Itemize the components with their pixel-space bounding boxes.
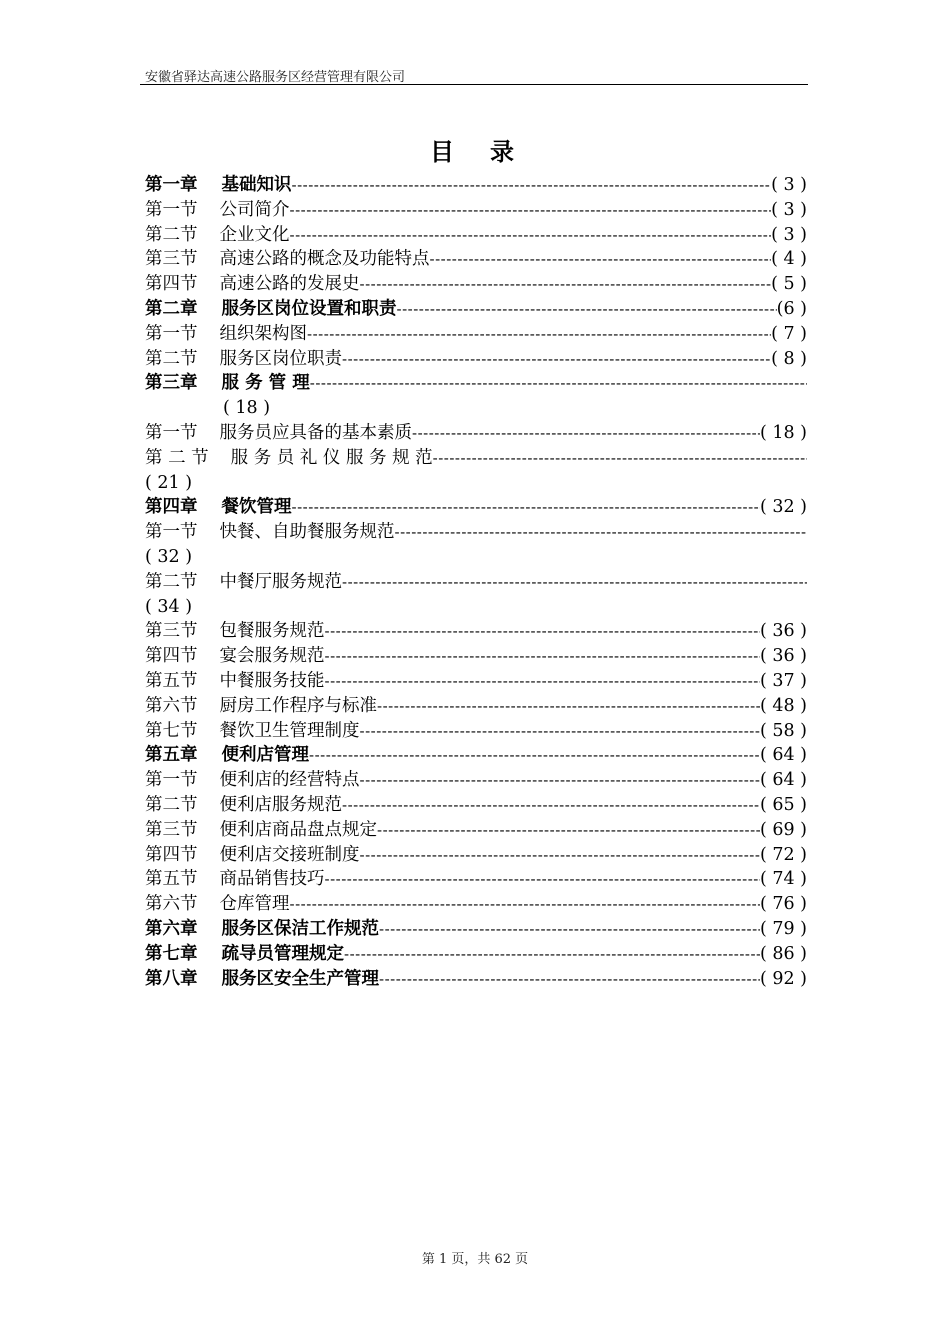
page-header-company: 安徽省驿达高速公路服务区经营管理有限公司 bbox=[145, 70, 406, 85]
toc-leader-dashes bbox=[325, 619, 760, 644]
header-divider bbox=[140, 84, 808, 85]
toc-entry bbox=[145, 272, 807, 297]
toc-page-number: ( 69 ) bbox=[759, 819, 807, 840]
toc-entry bbox=[145, 297, 807, 322]
toc-entry bbox=[145, 967, 807, 992]
toc-section-title: 高速公路的发展史 bbox=[219, 274, 360, 295]
toc-page-number: ( 32 ) bbox=[145, 546, 193, 567]
toc-section-label: 第一节 bbox=[145, 422, 198, 443]
toc-page-number: ( 5 ) bbox=[771, 274, 807, 295]
toc-chapter-title: 服务区安全生产管理 bbox=[221, 968, 379, 989]
toc-leader-dashes bbox=[397, 297, 777, 322]
toc-entry bbox=[145, 247, 807, 272]
toc-page-number: ( 64 ) bbox=[759, 745, 807, 766]
toc-leader-dashes bbox=[325, 867, 760, 892]
toc-page-number: ( 76 ) bbox=[759, 894, 807, 915]
toc-section-title: 服务区岗位职责 bbox=[219, 348, 342, 369]
toc-entry bbox=[145, 818, 807, 843]
toc-chapter-label: 第一章 bbox=[145, 175, 198, 195]
toc-leader-dashes bbox=[377, 818, 760, 843]
toc-section-title: 组织架构图 bbox=[219, 323, 307, 344]
toc-page-number: ( 74 ) bbox=[759, 869, 807, 890]
toc-section-title: 企业文化 bbox=[219, 224, 290, 245]
toc-section-label: 第六节 bbox=[145, 894, 198, 915]
toc-page-number: ( 48 ) bbox=[759, 695, 807, 716]
toc-section-label: 第二节 bbox=[145, 348, 198, 369]
toc-page-number: ( 86 ) bbox=[759, 943, 807, 964]
toc-entry bbox=[145, 793, 807, 818]
toc-entry bbox=[145, 843, 807, 868]
toc-leader-dashes bbox=[344, 942, 760, 967]
toc-page-number: ( 18 ) bbox=[759, 422, 807, 443]
toc-entry bbox=[145, 495, 807, 520]
toc-section-title: 中餐服务技能 bbox=[219, 670, 325, 691]
toc-entry bbox=[145, 892, 807, 917]
toc-chapter-label: 第七章 bbox=[145, 943, 198, 964]
toc-page-number: ( 3 ) bbox=[771, 199, 807, 220]
toc-entry bbox=[145, 595, 807, 620]
toc-leader-dashes bbox=[342, 570, 807, 595]
toc-chapter-label: 第四章 bbox=[145, 497, 198, 518]
toc-page-number: ( 4 ) bbox=[771, 249, 807, 270]
toc-chapter-label: 第八章 bbox=[145, 968, 198, 989]
toc-leader-dashes bbox=[325, 644, 760, 669]
toc-entry bbox=[145, 743, 807, 768]
toc-section-title: 商品销售技巧 bbox=[219, 869, 325, 890]
toc-section-title: 仓库管理 bbox=[219, 894, 290, 915]
toc-section-title: 包餐服务规范 bbox=[219, 621, 325, 642]
toc-entry bbox=[145, 867, 807, 892]
toc-page-number: (6 ) bbox=[776, 298, 807, 319]
toc-section-label: 第一节 bbox=[145, 323, 198, 344]
toc-leader-dashes bbox=[412, 421, 760, 446]
toc-page-number: ( 64 ) bbox=[759, 770, 807, 791]
toc-page-number: ( 58 ) bbox=[759, 720, 807, 741]
toc-leader-dashes bbox=[309, 743, 760, 768]
toc-leader-dashes bbox=[290, 892, 760, 917]
toc-entry bbox=[145, 471, 807, 496]
toc-entry bbox=[145, 520, 807, 545]
toc-leader-dashes bbox=[310, 371, 807, 396]
toc-page-number: ( 92 ) bbox=[759, 968, 807, 989]
toc-leader-dashes bbox=[395, 520, 808, 545]
table-of-contents bbox=[145, 173, 807, 991]
toc-page-number: ( 72 ) bbox=[759, 844, 807, 865]
toc-leader-dashes bbox=[292, 495, 760, 520]
toc-leader-dashes bbox=[360, 843, 760, 868]
toc-chapter-title: 便利店管理 bbox=[221, 745, 309, 766]
toc-section-label: 第二节 bbox=[145, 571, 198, 592]
toc-entry bbox=[145, 347, 807, 372]
toc-page-number: ( 3 ) bbox=[771, 224, 807, 245]
toc-page-number: ( 21 ) bbox=[145, 472, 193, 493]
toc-leader-dashes bbox=[430, 247, 772, 272]
toc-entry bbox=[145, 917, 807, 942]
toc-entry bbox=[145, 396, 807, 421]
toc-section-title: 公司简介 bbox=[219, 199, 290, 220]
toc-section-title: 便利店的经营特点 bbox=[219, 770, 360, 791]
toc-section-label: 第一节 bbox=[145, 770, 198, 791]
toc-entry bbox=[145, 619, 807, 644]
toc-section-title: 宴会服务规范 bbox=[219, 646, 325, 667]
toc-chapter-label: 第六章 bbox=[145, 918, 198, 939]
toc-entry bbox=[145, 223, 807, 248]
toc-entry bbox=[145, 322, 807, 347]
toc-section-title: 厨房工作程序与标准 bbox=[219, 695, 377, 716]
toc-page-number: ( 79 ) bbox=[759, 918, 807, 939]
toc-entry bbox=[145, 446, 807, 471]
toc-chapter-label: 第三章 bbox=[145, 373, 198, 394]
toc-chapter-title: 基础知识 bbox=[221, 175, 292, 195]
toc-section-label: 第三节 bbox=[145, 819, 198, 840]
toc-section-label: 第五节 bbox=[145, 869, 198, 890]
toc-page-number: ( 8 ) bbox=[771, 348, 807, 369]
toc-page-number: ( 36 ) bbox=[759, 646, 807, 667]
toc-page-number: ( 65 ) bbox=[759, 794, 807, 815]
toc-chapter-label: 第五章 bbox=[145, 745, 198, 766]
toc-entry bbox=[145, 694, 807, 719]
toc-section-label: 第四节 bbox=[145, 274, 198, 295]
toc-leader-dashes bbox=[360, 719, 760, 744]
toc-page-number: ( 7 ) bbox=[771, 323, 807, 344]
toc-section-label: 第一节 bbox=[145, 199, 198, 220]
toc-section-title: 服务员应具备的基本素质 bbox=[219, 422, 412, 443]
toc-leader-dashes bbox=[377, 694, 760, 719]
toc-section-title: 高速公路的概念及功能特点 bbox=[219, 249, 430, 270]
toc-entry bbox=[145, 942, 807, 967]
toc-section-label: 第六节 bbox=[145, 695, 198, 716]
toc-page-number: ( 37 ) bbox=[759, 670, 807, 691]
toc-entry bbox=[145, 545, 807, 570]
toc-page-number: ( 32 ) bbox=[759, 497, 807, 518]
toc-entry bbox=[145, 371, 807, 396]
toc-page-number: ( 3 ) bbox=[771, 175, 807, 195]
toc-leader-dashes bbox=[342, 793, 760, 818]
toc-section-label: 第三节 bbox=[145, 621, 198, 642]
toc-section-title: 便利店商品盘点规定 bbox=[219, 819, 377, 840]
toc-section-label: 第二节 bbox=[145, 794, 198, 815]
toc-chapter-title: 服 务 管 理 bbox=[221, 373, 310, 394]
toc-entry bbox=[145, 173, 807, 198]
toc-leader-dashes bbox=[433, 446, 807, 471]
toc-leader-dashes bbox=[360, 272, 772, 297]
toc-chapter-label: 第二章 bbox=[145, 298, 198, 319]
toc-section-label: 第七节 bbox=[145, 720, 198, 741]
toc-leader-dashes bbox=[325, 669, 760, 694]
toc-section-title: 便利店服务规范 bbox=[219, 794, 342, 815]
toc-leader-dashes bbox=[292, 173, 772, 198]
toc-section-title: 服 务 员 礼 仪 服 务 规 范 bbox=[230, 447, 433, 468]
page-number: 第 1 页，共 62 页 bbox=[421, 1252, 529, 1267]
toc-leader-dashes bbox=[379, 917, 760, 942]
toc-leader-dashes bbox=[290, 198, 772, 223]
toc-title: 目 录 bbox=[430, 137, 520, 166]
toc-entry bbox=[145, 570, 807, 595]
toc-section-label: 第一节 bbox=[145, 522, 198, 543]
toc-page-number: ( 18 ) bbox=[223, 398, 271, 419]
toc-page-number: ( 34 ) bbox=[145, 596, 193, 617]
toc-chapter-title: 餐饮管理 bbox=[221, 497, 292, 518]
toc-section-title: 中餐厅服务规范 bbox=[219, 571, 342, 592]
toc-chapter-title: 疏导员管理规定 bbox=[221, 943, 344, 964]
toc-leader-dashes bbox=[307, 322, 771, 347]
toc-section-label: 第五节 bbox=[145, 670, 198, 691]
toc-section-label: 第 二 节 bbox=[145, 447, 209, 468]
toc-section-label: 第三节 bbox=[145, 249, 198, 270]
toc-leader-dashes bbox=[379, 967, 760, 992]
toc-section-title: 餐饮卫生管理制度 bbox=[219, 720, 360, 741]
toc-entry bbox=[145, 719, 807, 744]
toc-entry bbox=[145, 421, 807, 446]
toc-page-number: ( 36 ) bbox=[759, 621, 807, 642]
toc-section-label: 第二节 bbox=[145, 224, 198, 245]
toc-entry bbox=[145, 644, 807, 669]
toc-chapter-title: 服务区岗位设置和职责 bbox=[221, 298, 397, 319]
toc-leader-dashes bbox=[342, 347, 771, 372]
toc-section-title: 便利店交接班制度 bbox=[219, 844, 360, 865]
toc-entry bbox=[145, 198, 807, 223]
toc-entry bbox=[145, 768, 807, 793]
toc-leader-dashes bbox=[360, 768, 760, 793]
toc-section-title: 快餐、自助餐服务规范 bbox=[219, 522, 395, 543]
toc-leader-dashes bbox=[290, 223, 772, 248]
toc-section-label: 第四节 bbox=[145, 844, 198, 865]
toc-section-label: 第四节 bbox=[145, 646, 198, 667]
toc-entry bbox=[145, 669, 807, 694]
toc-chapter-title: 服务区保洁工作规范 bbox=[221, 918, 379, 939]
